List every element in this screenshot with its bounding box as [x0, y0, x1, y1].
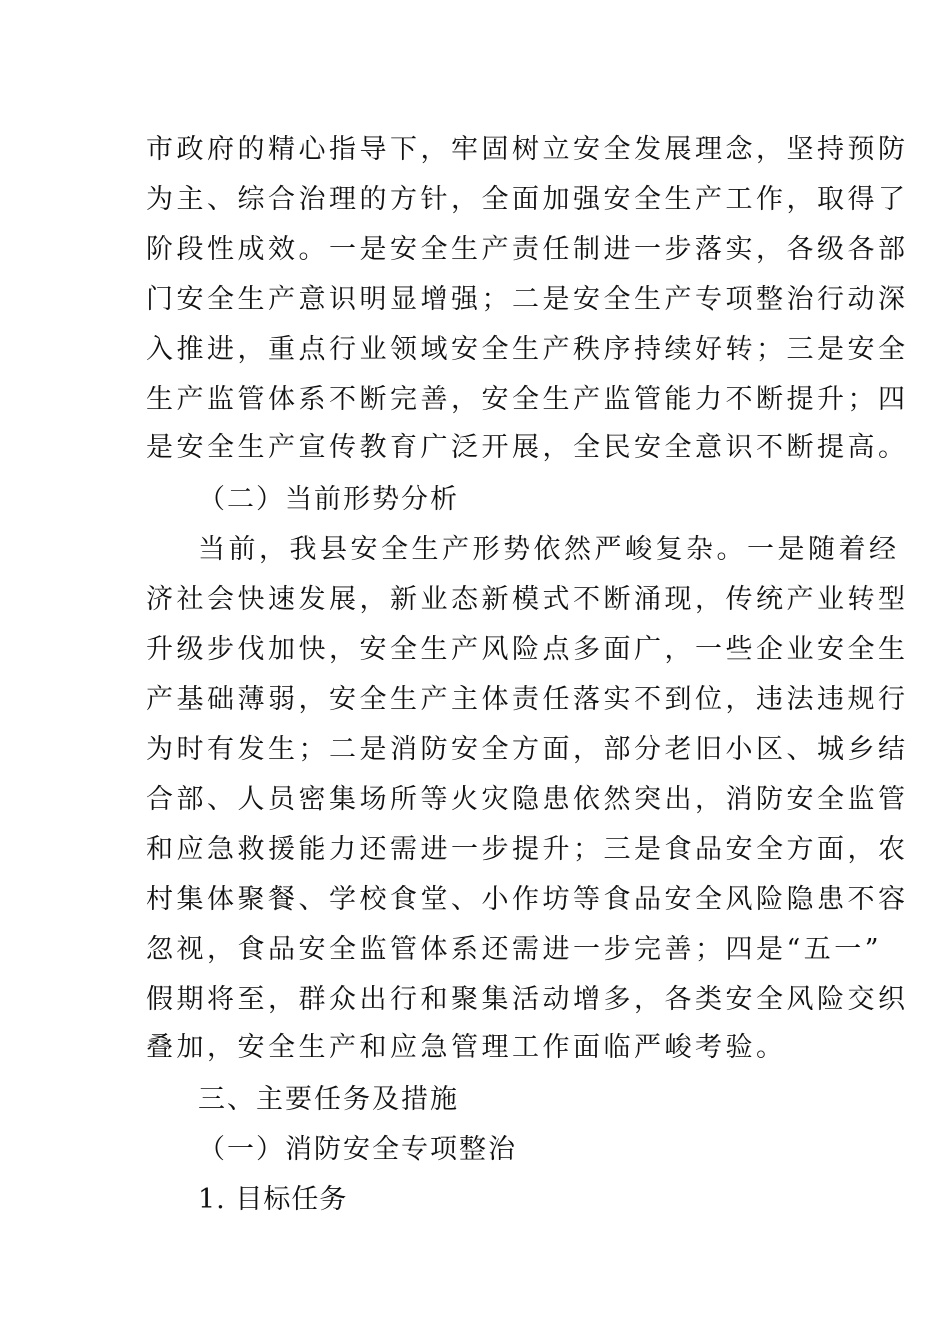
subsection-heading: 1. 目标任务 — [198, 1184, 348, 1215]
body-text-line: 为主、综合治理的方针，全面加强安全生产工作，取得了 — [146, 184, 909, 215]
body-text-line: 阶段性成效。一是安全生产责任制进一步落实，各级各部 — [146, 234, 909, 265]
body-text-line: 当前，我县安全生产形势依然严峻复杂。一是随着经 — [198, 534, 900, 565]
body-text-line: 为时有发生；二是消防安全方面，部分老旧小区、城乡结 — [146, 734, 909, 765]
body-text-line: 产基础薄弱，安全生产主体责任落实不到位，违法违规行 — [146, 684, 909, 715]
body-text-line: 和应急救援能力还需进一步提升；三是食品安全方面，农 — [146, 834, 909, 865]
body-text-line: 济社会快速发展，新业态新模式不断涌现，传统产业转型 — [146, 584, 909, 615]
section-heading: （二）当前形势分析 — [198, 484, 459, 515]
body-text-line: 村集体聚餐、学校食堂、小作坊等食品安全风险隐患不容 — [146, 884, 909, 915]
body-text-line: 入推进，重点行业领域安全生产秩序持续好转；三是安全 — [146, 334, 909, 365]
body-text-line: 市政府的精心指导下，牢固树立安全发展理念，坚持预防 — [146, 134, 909, 165]
body-text-line: 叠加，安全生产和应急管理工作面临严峻考验。 — [146, 1032, 787, 1063]
body-text-line: 是安全生产宣传教育广泛开展，全民安全意识不断提高。 — [146, 432, 909, 463]
subsection-heading: （一）消防安全专项整治 — [198, 1134, 517, 1165]
body-text-line: 生产监管体系不断完善，安全生产监管能力不断提升；四 — [146, 384, 909, 415]
body-text-line: 忽视，食品安全监管体系还需进一步完善；四是“五一” — [146, 934, 883, 965]
body-text-line: 假期将至，群众出行和聚集活动增多，各类安全风险交织 — [146, 984, 909, 1015]
section-heading: 三、主要任务及措施 — [198, 1084, 459, 1115]
body-text-line: 门安全生产意识明显增强；二是安全生产专项整治行动深 — [146, 284, 909, 315]
body-text-line: 升级步伐加快，安全生产风险点多面广，一些企业安全生 — [146, 634, 909, 665]
body-text-line: 合部、人员密集场所等火灾隐患依然突出，消防安全监管 — [146, 784, 909, 815]
